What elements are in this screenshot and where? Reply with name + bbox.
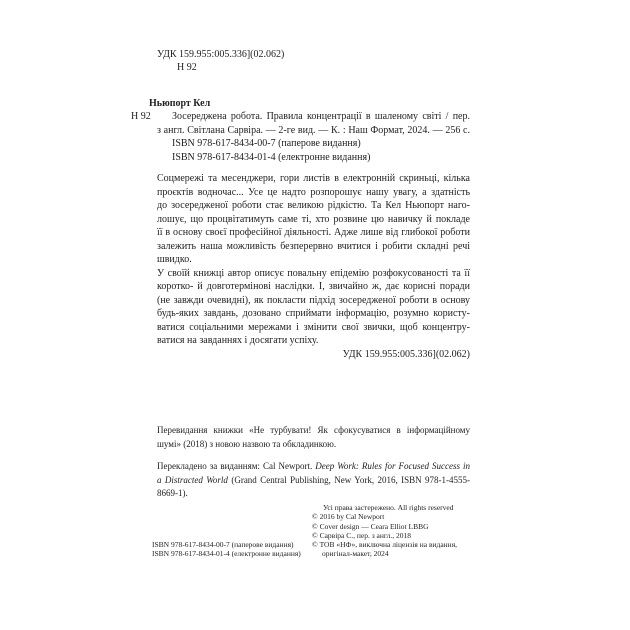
catalog-card [131, 97, 470, 164]
annotation-line: (не завжди очевидні), як покласти підхід зосередженої роботи в основу [157, 294, 470, 306]
udc-classification-block [157, 48, 284, 74]
original-book-title: a Distracted World [157, 474, 228, 485]
annotation-line: коротко- й довготермінові наслідки. І, звичайно ж, дає корисні поради [157, 281, 470, 292]
isbn-footer-paper: ISBN 978-617-8434-00-7 (паперове видання) [152, 540, 294, 549]
annotation-line: Соцмережі та месенджери, гори листів в електронній скриньці, кілька [157, 173, 470, 184]
annotation-line: до зосередженої роботи стає великою рідкістю. Та Кел Ньюпорт наго- [157, 200, 470, 211]
isbn-footer-block [152, 540, 301, 559]
text-run: Перекладено за виданням: Cal Newport. [157, 461, 316, 471]
udc-author-sign: Н 92 [177, 62, 197, 73]
annotation-line: її в основу своєї професійної діяльності. Адже лише від глибокої роботи [157, 227, 470, 238]
annotation-line: проєктів водночас... Усе це надто розпорошує нашу увагу, а здатність [157, 186, 470, 198]
isbn-footer-electronic: ISBN 978-617-8434-01-4 (електронне видання) [152, 549, 301, 559]
reissue-note-line: шумі» (2018) з новою назвою та обкладинкою. [157, 439, 337, 449]
catalog-entry-line-2: з англ. Світлана Сарвіра. — 2-ге вид. — К. : Наш Формат, 2024. — 256 с. [157, 124, 470, 136]
annotation-line: швидко. [157, 254, 192, 265]
annotation-line: ватися соціальними мережами і змінити свої звички, щоб концентру- [157, 321, 470, 333]
reissue-note-line: Перевидання книжки «Не турбувати! Як сфокусуватися в інформаційному [157, 425, 470, 435]
translation-note-line [157, 474, 470, 488]
copyright-block [312, 503, 472, 559]
text-run: 8669-1). [157, 488, 188, 498]
isbn-electronic-line: ISBN 978-617-8434-01-4 (електронне видання) [172, 151, 371, 163]
translation-note-line [157, 460, 470, 474]
author-name: Ньюпорт Кел [149, 98, 211, 109]
copyright-cover-line: © Cover design — Ceara Elliot LBBG [312, 521, 429, 531]
udc-bottom-line: УДК 159.955:005.336](02.062) [342, 349, 470, 360]
copyright-layout-line: оригінал-макет, 2024 [322, 549, 389, 559]
original-book-title: Deep Work: Rules for Focused Success in [315, 461, 470, 471]
copyright-translator-line: © Сарвіра С., пер. з англ., 2018 [312, 530, 411, 540]
annotation-line: лошує, що процвітатимуть саме ті, хто розвине цю навичку й покладе [157, 213, 470, 225]
annotation-line: У своїй книжці автор описує повальну епідемію розфокусованості та її [157, 267, 470, 279]
annotation-text [157, 172, 470, 348]
catalog-entry-line-1 [131, 110, 470, 123]
annotation-line: ватися на завданнях і досягати успіху. [157, 335, 319, 346]
annotation-line: залежить наша можливість безперервно вчитися і робити складні речі [157, 240, 470, 252]
reissue-note [157, 423, 470, 451]
translation-note-line [157, 487, 470, 501]
udc-top-line: УДК 159.955:005.336](02.062) [157, 49, 285, 60]
copyright-publisher-line: © ТОВ «НФ», виключна ліцензія на видання, [312, 540, 458, 550]
translation-source-note [157, 460, 470, 501]
copyright-author-line: © 2016 by Cal Newport [312, 512, 385, 522]
rights-reserved-line: Усі права застережено. All rights reserved [323, 503, 454, 512]
isbn-paper-line: ISBN 978-617-8434-00-7 (паперове видання) [172, 138, 361, 150]
text-run: (Grand Central Publishing, New York, 2016, ISBN 978-1-4555- [227, 474, 470, 485]
annotation-line: будь-яких завдань, дозовано сприймати інформацію, розумно користу- [157, 308, 470, 319]
catalog-entry-code: Н 92 [131, 111, 151, 123]
catalog-entry-title: Зосереджена робота. Правила концентрації в шаленому світі / пер. [172, 111, 470, 123]
